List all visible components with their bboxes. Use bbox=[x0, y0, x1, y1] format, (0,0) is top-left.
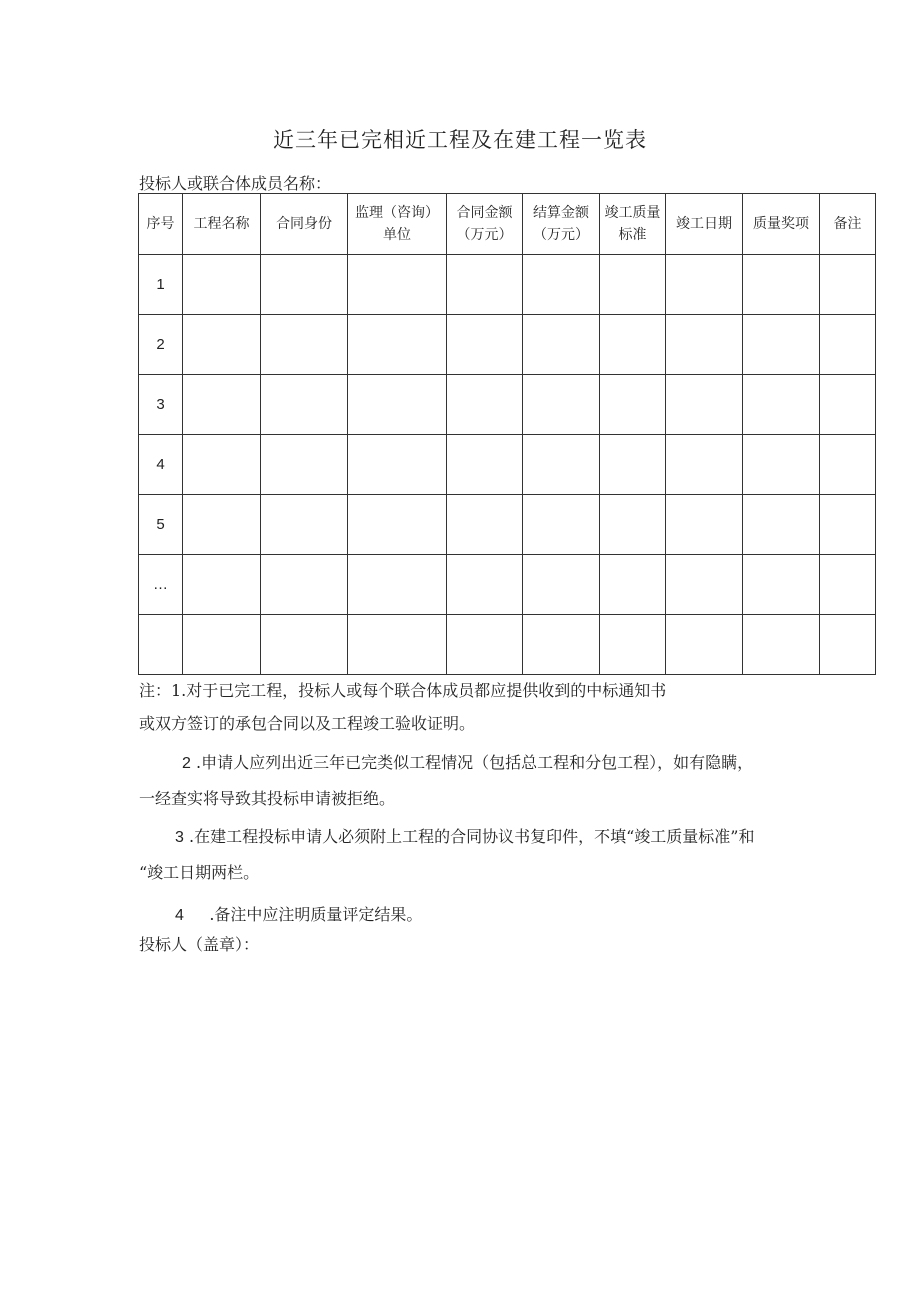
header-settlement-amount bbox=[523, 194, 600, 255]
table-cell[interactable] bbox=[348, 495, 447, 555]
note-2-line-1 bbox=[182, 750, 753, 773]
note-2-number: 2 bbox=[182, 755, 191, 772]
table-row bbox=[139, 375, 876, 435]
applicant-name-blank-line[interactable] bbox=[345, 177, 687, 194]
table-cell[interactable] bbox=[523, 495, 600, 555]
table-cell[interactable] bbox=[666, 495, 743, 555]
header-completion-quality-line1: 竣工质量 bbox=[604, 205, 661, 221]
header-supervision-unit-line2: 单位 bbox=[383, 227, 411, 243]
table-cell[interactable] bbox=[820, 315, 876, 375]
note-3-number: 3 bbox=[175, 829, 184, 846]
table-cell[interactable] bbox=[447, 615, 523, 675]
table-cell[interactable] bbox=[183, 375, 261, 435]
table-cell[interactable] bbox=[523, 435, 600, 495]
table-cell[interactable] bbox=[348, 555, 447, 615]
header-project-name: 工程名称 bbox=[183, 194, 261, 255]
header-contract-amount-line2: （万元） bbox=[456, 227, 513, 243]
row-seq-cell bbox=[139, 615, 183, 675]
table-cell[interactable] bbox=[261, 375, 348, 435]
table-cell[interactable] bbox=[666, 615, 743, 675]
table-cell[interactable] bbox=[261, 555, 348, 615]
header-remarks: 备注 bbox=[820, 194, 876, 255]
table-cell[interactable] bbox=[666, 555, 743, 615]
header-supervision-unit bbox=[348, 194, 447, 255]
table-cell[interactable] bbox=[261, 255, 348, 315]
table-body bbox=[139, 255, 876, 675]
table-cell[interactable] bbox=[348, 435, 447, 495]
row-seq-cell: 2 bbox=[139, 315, 183, 375]
table-cell[interactable] bbox=[183, 315, 261, 375]
header-contract-role: 合同身份 bbox=[261, 194, 348, 255]
table-cell[interactable] bbox=[743, 615, 820, 675]
table-cell[interactable] bbox=[600, 255, 666, 315]
note-4-number: 4 bbox=[175, 907, 184, 924]
table-cell[interactable] bbox=[820, 495, 876, 555]
table-cell[interactable] bbox=[348, 615, 447, 675]
table-cell[interactable] bbox=[523, 615, 600, 675]
row-seq-cell: 4 bbox=[139, 435, 183, 495]
table-row bbox=[139, 255, 876, 315]
table-cell[interactable] bbox=[666, 435, 743, 495]
table-cell[interactable] bbox=[600, 495, 666, 555]
header-settlement-amount-line1: 结算金额 bbox=[533, 205, 589, 221]
table-cell[interactable] bbox=[743, 255, 820, 315]
table-cell[interactable] bbox=[523, 375, 600, 435]
page-title: 近三年已完相近工程及在建工程一览表 bbox=[273, 128, 647, 152]
table-cell[interactable] bbox=[820, 615, 876, 675]
table-cell[interactable] bbox=[523, 315, 600, 375]
note-1-line-2: 或双方签订的承包合同以及工程竣工验收证明。 bbox=[139, 714, 476, 733]
header-supervision-unit-line1: 监理（咨询） bbox=[355, 205, 439, 221]
table-cell[interactable] bbox=[600, 315, 666, 375]
row-seq-cell: 5 bbox=[139, 495, 183, 555]
note-1-line-1: 注：1.对于已完工程，投标人或每个联合体成员都应提供收到的中标通知书 bbox=[139, 681, 667, 700]
header-contract-amount bbox=[447, 194, 523, 255]
header-seq: 序号 bbox=[139, 194, 183, 255]
table-cell[interactable] bbox=[743, 495, 820, 555]
applicant-name-row bbox=[139, 171, 687, 194]
table-cell[interactable] bbox=[600, 555, 666, 615]
row-seq-cell: 1 bbox=[139, 255, 183, 315]
table-cell[interactable] bbox=[820, 255, 876, 315]
table-row bbox=[139, 615, 876, 675]
table-cell[interactable] bbox=[447, 435, 523, 495]
table-cell[interactable] bbox=[183, 615, 261, 675]
header-completion-date: 竣工日期 bbox=[666, 194, 743, 255]
table-cell[interactable] bbox=[261, 315, 348, 375]
table-cell[interactable] bbox=[348, 375, 447, 435]
projects-table bbox=[138, 193, 876, 675]
table-cell[interactable] bbox=[183, 495, 261, 555]
note-3-text: .在建工程投标申请人必须附上工程的合同协议书复印件，不填“竣工质量标准”和 bbox=[189, 827, 755, 846]
table-cell[interactable] bbox=[348, 315, 447, 375]
table-cell[interactable] bbox=[183, 255, 261, 315]
table-cell[interactable] bbox=[183, 555, 261, 615]
table-cell[interactable] bbox=[743, 435, 820, 495]
applicant-name-label: 投标人或联合体成员名称： bbox=[139, 174, 332, 193]
header-completion-quality-line2: 标准 bbox=[618, 227, 647, 243]
row-seq-cell: 3 bbox=[139, 375, 183, 435]
note-3-line-2: “竣工日期两栏。 bbox=[139, 863, 260, 882]
table-cell[interactable] bbox=[743, 375, 820, 435]
table-row bbox=[139, 435, 876, 495]
header-completion-quality bbox=[600, 194, 666, 255]
signature-label: 投标人（盖章）： bbox=[139, 935, 260, 954]
table-cell[interactable] bbox=[666, 375, 743, 435]
row-seq-cell: … bbox=[139, 555, 183, 615]
table-cell[interactable] bbox=[600, 375, 666, 435]
note-4-line-1 bbox=[175, 902, 422, 925]
table-cell[interactable] bbox=[523, 555, 600, 615]
table-cell[interactable] bbox=[666, 255, 743, 315]
table-cell[interactable] bbox=[447, 375, 523, 435]
table-cell[interactable] bbox=[743, 315, 820, 375]
table-cell[interactable] bbox=[600, 435, 666, 495]
table-cell[interactable] bbox=[183, 435, 261, 495]
table-cell[interactable] bbox=[261, 615, 348, 675]
table-row bbox=[139, 495, 876, 555]
note-2-line-2: 一经查实将导致其投标申请被拒绝。 bbox=[139, 789, 396, 808]
header-quality-award: 质量奖项 bbox=[743, 194, 820, 255]
table-cell[interactable] bbox=[820, 555, 876, 615]
table-row bbox=[139, 555, 876, 615]
header-contract-amount-line1: 合同金额 bbox=[456, 205, 513, 221]
table-cell[interactable] bbox=[600, 615, 666, 675]
table-cell[interactable] bbox=[447, 555, 523, 615]
note-4-text: .备注中应注明质量评定结果。 bbox=[209, 905, 423, 924]
note-2-text: .申请人应列出近三年已完类似工程情况（包括总工程和分包工程），如有隐瞒， bbox=[196, 753, 754, 772]
note-3-line-1 bbox=[175, 824, 754, 847]
table-cell[interactable] bbox=[666, 315, 743, 375]
table-cell[interactable] bbox=[261, 495, 348, 555]
table-cell[interactable] bbox=[820, 375, 876, 435]
table-cell[interactable] bbox=[447, 495, 523, 555]
table-header-row bbox=[139, 194, 876, 255]
table-row bbox=[139, 315, 876, 375]
table-cell[interactable] bbox=[447, 255, 523, 315]
table-cell[interactable] bbox=[743, 555, 820, 615]
table-cell[interactable] bbox=[523, 255, 600, 315]
table-cell[interactable] bbox=[820, 435, 876, 495]
table-cell[interactable] bbox=[261, 435, 348, 495]
header-settlement-amount-line2: （万元） bbox=[533, 227, 589, 243]
table-cell[interactable] bbox=[348, 255, 447, 315]
table-cell[interactable] bbox=[447, 315, 523, 375]
